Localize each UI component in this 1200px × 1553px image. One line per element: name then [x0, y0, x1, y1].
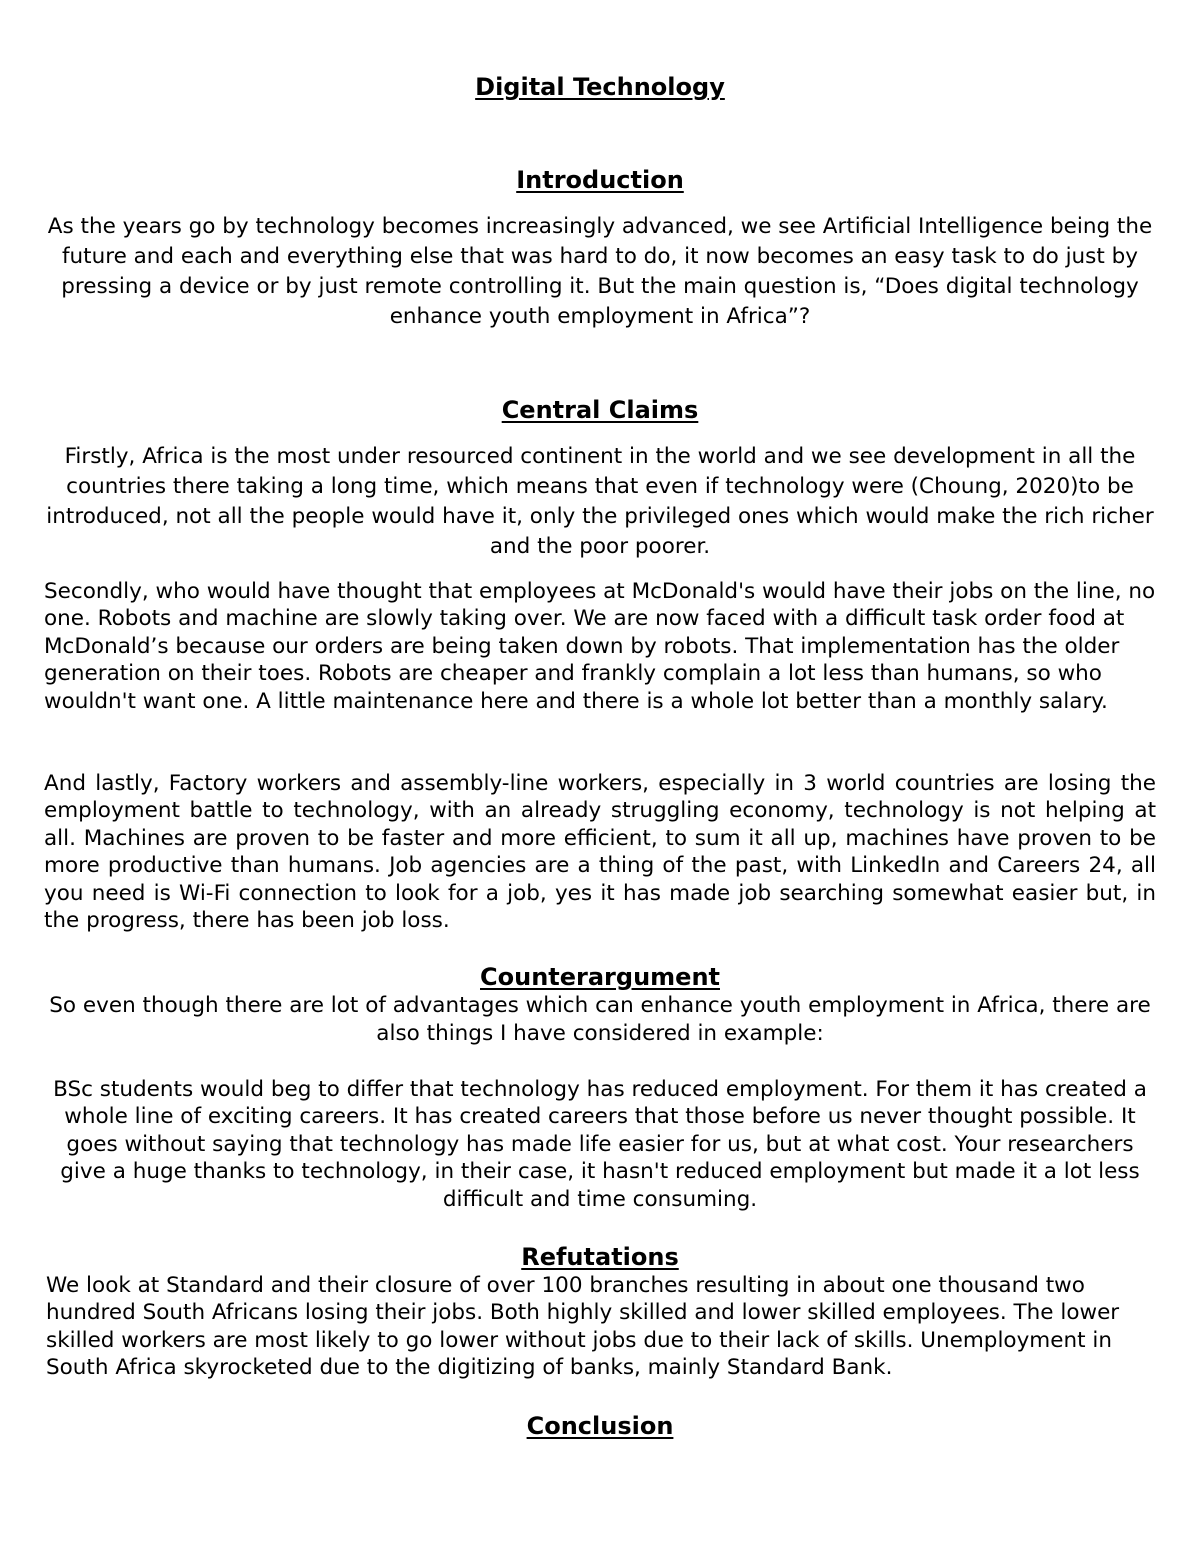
central-claims-paragraph-3: And lastly, Factory workers and assembly-line workers, especially in 3 world countries are losing the employment battle to technology, with an already struggling economy, technology is not helping at all. Machines are proven to be faster and more efficient, to sum it all up, machines have proven to be more productive than humans. Job agencies are a thing of the past, with LinkedIn and Careers 24, all you need is Wi-Fi connection to look for a job, yes it has made job searching somewhat easier but, in the progress, there has been job loss. [44, 771, 1156, 934]
document-title: Digital Technology [475, 73, 725, 101]
counterargument-heading: Counterargument [480, 963, 720, 991]
counterargument-paragraph-1: So even though there are lot of advantages which can enhance youth employment in Africa, there are also things I have considered in example: [49, 993, 1151, 1046]
introduction-heading: Introduction [516, 166, 684, 194]
counterargument-paragraph-2: BSc students would beg to differ that technology has reduced employment. For them it has created a whole line of exciting careers. It has created careers that those before us never thought possible. It goes without saying that technology has made life easier for us, but at what cost. Your researchers give a huge thanks to technology, in their case, it hasn't reduced employment but made it a lot less difficult and time consuming. [53, 1077, 1147, 1212]
central-claims-heading: Central Claims [501, 396, 699, 424]
refutations-heading: Refutations [521, 1243, 679, 1271]
central-claims-paragraph-1: Firstly, Africa is the most under resourced continent in the world and we see development in all the countries there taking a long time, which means that even if technology were (Choung, 2020)to be introduced, not all the people would have it, only the privileged ones which would make the rich richer and the poor poorer. [46, 444, 1154, 559]
conclusion-heading: Conclusion [526, 1412, 674, 1440]
refutations-paragraph: We look at Standard and their closure of over 100 branches resulting in about one thousand two hundred South Africans losing their jobs. Both highly skilled and lower skilled employees. The lower skilled workers are most likely to go lower without jobs due to their lack of skills. Unemployment in South Africa skyrocketed due to the digitizing of banks, mainly Standard Bank. [46, 1273, 1120, 1381]
central-claims-paragraph-2: Secondly, who would have thought that employees at McDonald's would have their jobs on the line, no one. Robots and machine are slowly taking over. We are now faced with a difficult task order food at McDonald’s because our orders are being taken down by robots. That implementation has the older generation on their toes. Robots are cheaper and frankly complain a lot less than humans, so who wouldn't want one. A little maintenance here and there is a whole lot better than a monthly salary. [44, 579, 1156, 714]
introduction-paragraph: As the years go by technology becomes increasingly advanced, we see Artificial Intelligence being the future and each and everything else that was hard to do, it now becomes an easy task to do just by pressing a device or by just remote controlling it. But the main question is, “Does digital technology enhance youth employment in Africa”? [47, 214, 1153, 329]
